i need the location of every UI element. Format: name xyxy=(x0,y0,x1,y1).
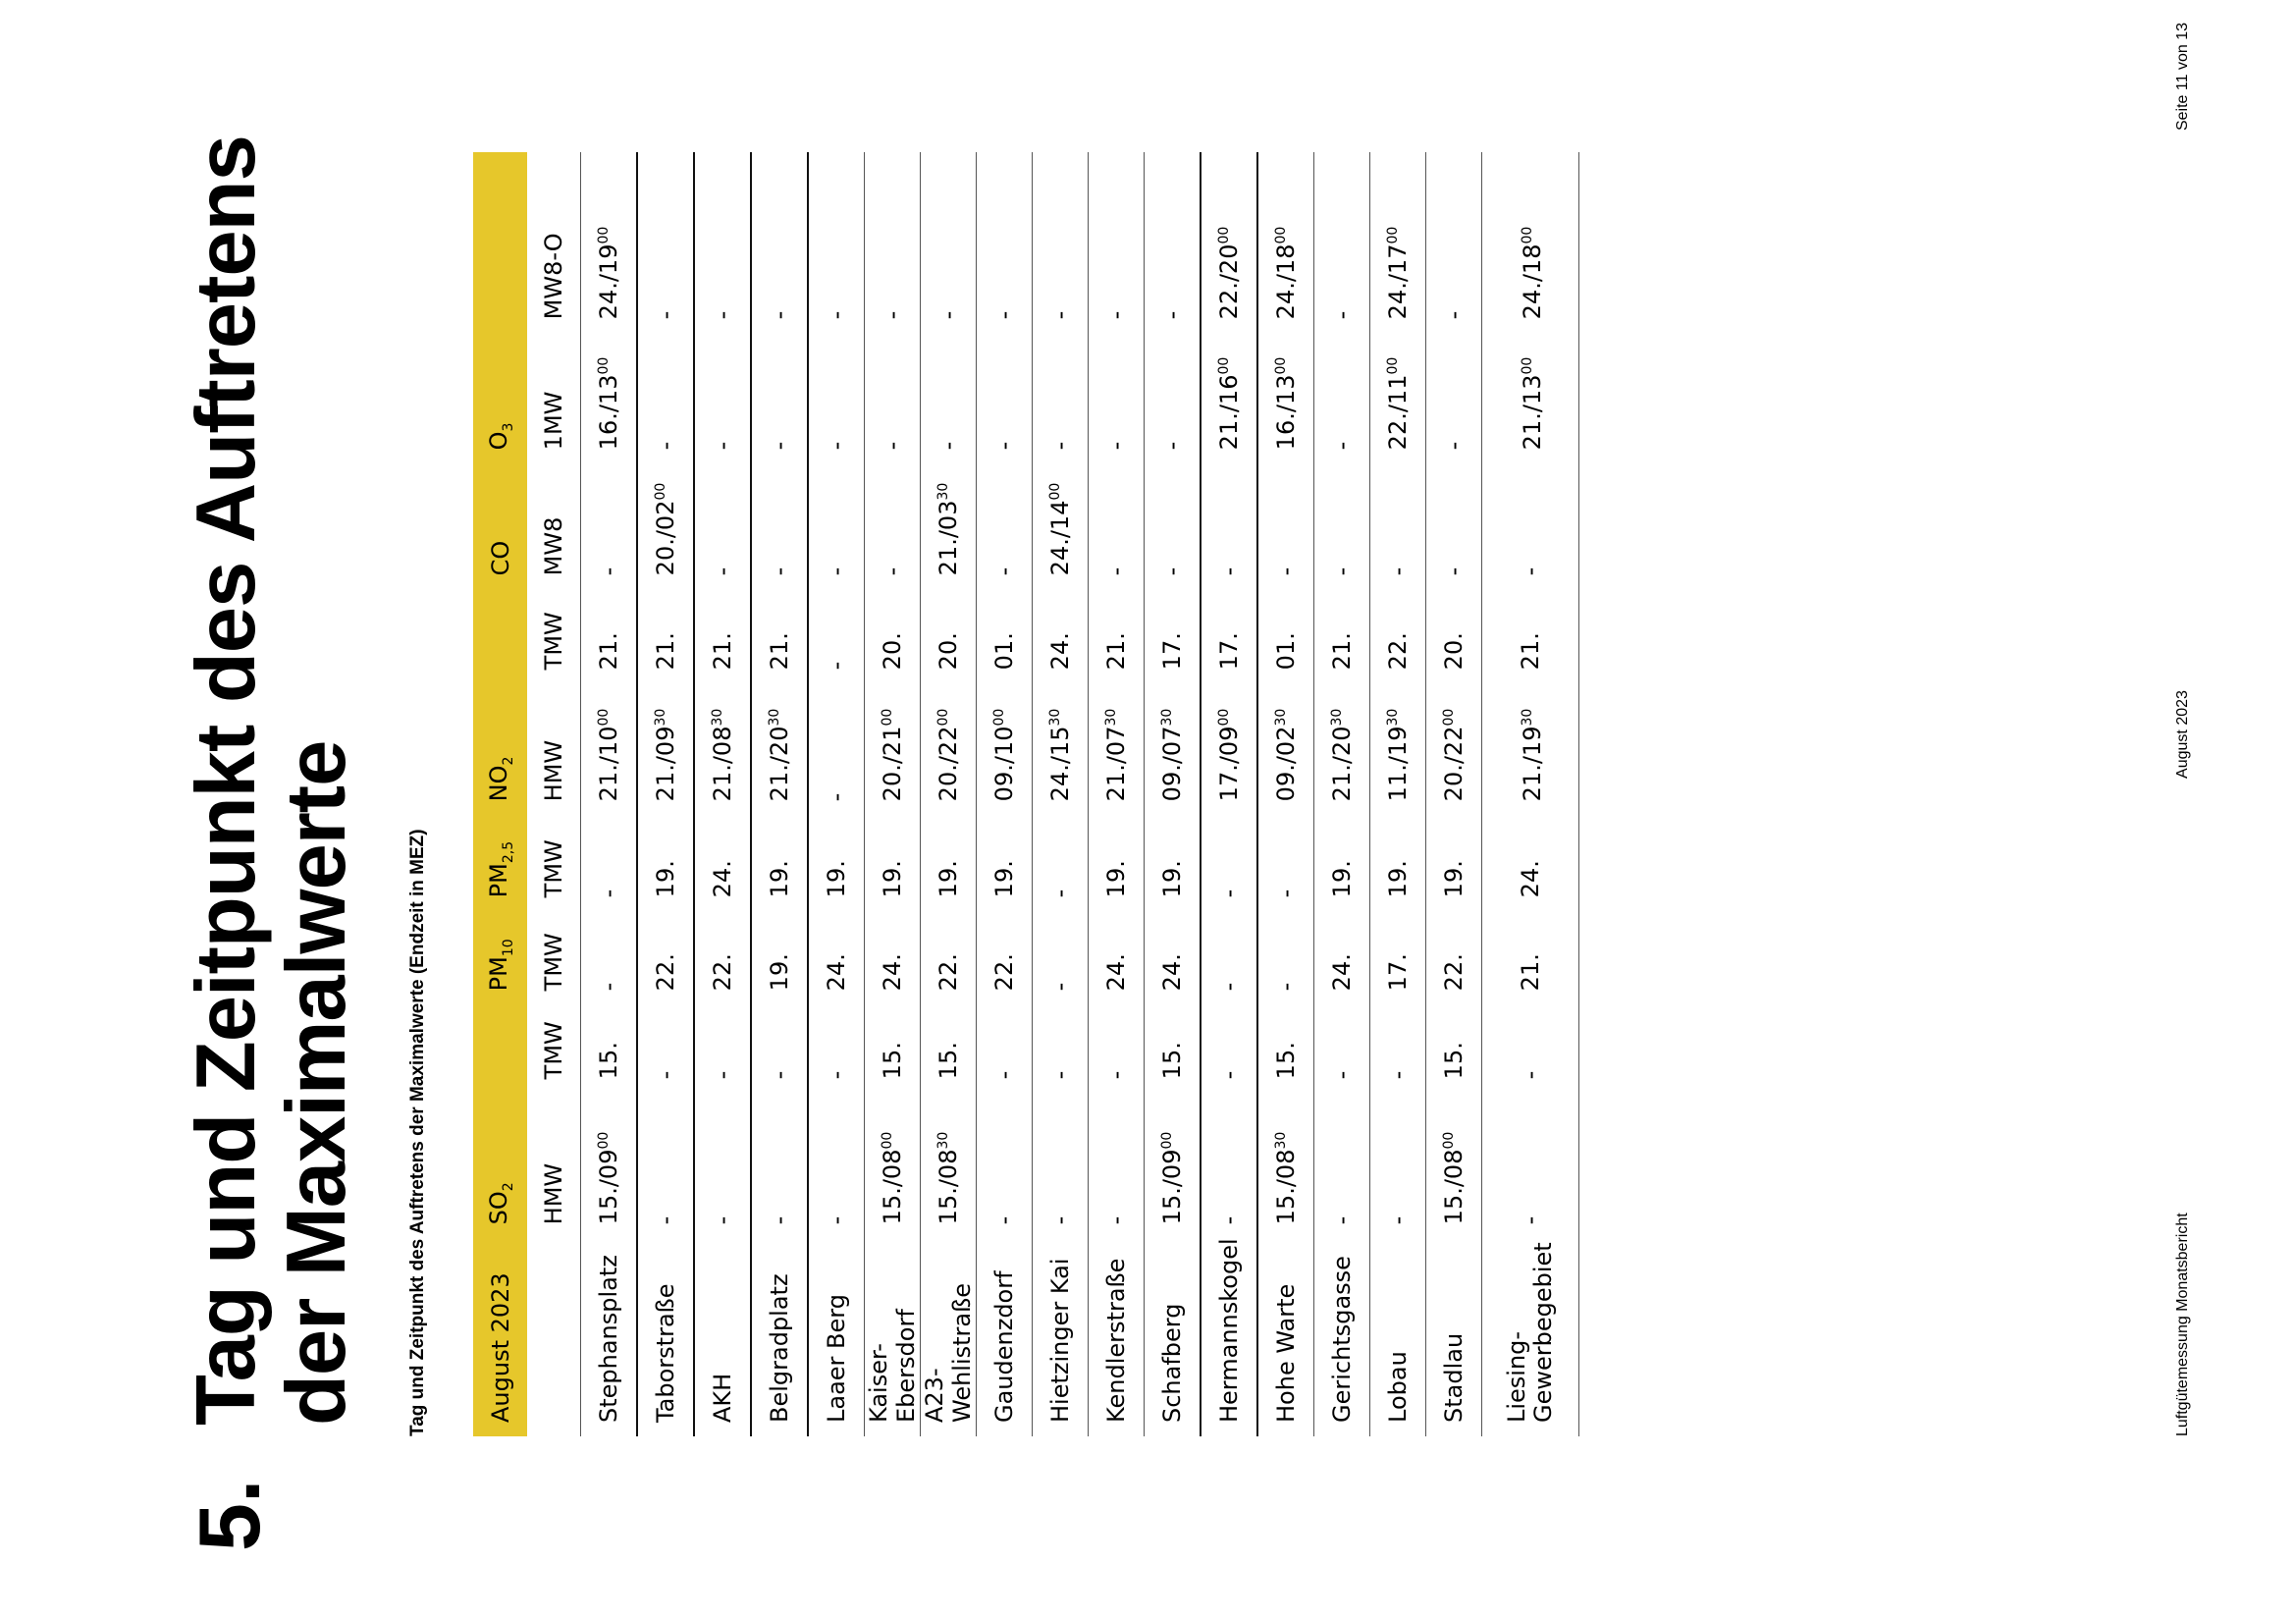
value-cell: - xyxy=(977,152,1033,333)
value-cell: - xyxy=(751,1004,808,1093)
value-cell: $21./10^{00}$ xyxy=(581,683,638,815)
table-row xyxy=(637,152,694,1436)
value-cell: 15. xyxy=(1145,1004,1201,1093)
value-cell: 22. xyxy=(921,911,977,1004)
table-row xyxy=(1257,152,1314,1436)
value-cell: - xyxy=(1033,1004,1089,1093)
value-cell: 21. xyxy=(751,589,808,683)
subheader-cell: TMW xyxy=(527,815,581,911)
table-row xyxy=(865,152,921,1436)
value-cell: - xyxy=(1370,1093,1426,1238)
value-cell: - xyxy=(694,1093,751,1238)
station-name: Stadlau xyxy=(1426,1238,1482,1436)
value-cell: $11./19^{30}$ xyxy=(1370,683,1426,815)
value-cell: - xyxy=(1033,815,1089,911)
value-cell: 22. xyxy=(977,911,1033,1004)
value-cell: - xyxy=(1033,911,1089,1004)
value-cell: - xyxy=(694,463,751,589)
value-cell: - xyxy=(1201,1004,1257,1093)
value-cell: $24./19^{00}$ xyxy=(581,152,638,333)
value-cell: - xyxy=(694,1004,751,1093)
value-cell: 21. xyxy=(637,589,694,683)
value-cell: 24. xyxy=(694,815,751,911)
value-cell: - xyxy=(1370,1004,1426,1093)
value-cell: - xyxy=(977,1004,1033,1093)
value-cell: - xyxy=(808,1093,865,1238)
group-pm25: $PM_{2,5}$ xyxy=(473,815,527,911)
value-cell: - xyxy=(865,463,921,589)
value-cell: - xyxy=(1033,1093,1089,1238)
value-cell: - xyxy=(808,589,865,683)
value-cell: $15./08^{00}$ xyxy=(1426,1093,1482,1238)
value-cell: $24./17^{00}$ xyxy=(1370,152,1426,333)
value-cell: - xyxy=(751,463,808,589)
value-cell: - xyxy=(1145,333,1201,463)
subheader-blank xyxy=(527,1238,581,1436)
value-cell: $20./02^{00}$ xyxy=(637,463,694,589)
value-cell: - xyxy=(1201,1093,1257,1238)
subheader-cell: HMW xyxy=(527,1093,581,1238)
value-cell: - xyxy=(808,333,865,463)
value-cell: 19. xyxy=(751,911,808,1004)
subheader-cell: TMW xyxy=(527,1004,581,1093)
value-cell: 24. xyxy=(1314,911,1370,1004)
footer-left: Luftgütemessung Monatsbericht xyxy=(2174,1213,2191,1436)
value-cell: - xyxy=(977,1093,1033,1238)
value-cell: $15./08^{30}$ xyxy=(1257,1093,1314,1238)
value-cell: - xyxy=(1314,1004,1370,1093)
value-cell: - xyxy=(637,1093,694,1238)
value-cell: - xyxy=(921,333,977,463)
value-cell: 24. xyxy=(808,911,865,1004)
footer-center: August 2023 xyxy=(2174,690,2191,779)
value-cell: - xyxy=(1314,152,1370,333)
station-name: Laaer Berg xyxy=(808,1238,865,1436)
value-cell: - xyxy=(1201,815,1257,911)
station-name: Kendlerstraße xyxy=(1089,1238,1145,1436)
value-cell: 21. xyxy=(1314,589,1370,683)
value-cell: $09./10^{00}$ xyxy=(977,683,1033,815)
value-cell: - xyxy=(1482,1093,1579,1238)
value-cell: - xyxy=(1370,463,1426,589)
value-cell: - xyxy=(808,1004,865,1093)
subheader-cell: TMW xyxy=(527,589,581,683)
value-cell: - xyxy=(1201,463,1257,589)
value-cell: - xyxy=(808,152,865,333)
value-cell: $22./20^{00}$ xyxy=(1201,152,1257,333)
value-cell: - xyxy=(1482,463,1579,589)
value-cell: - xyxy=(865,333,921,463)
value-cell: - xyxy=(637,1004,694,1093)
max-values-table xyxy=(473,152,1579,1436)
group-header-row xyxy=(473,152,527,1436)
value-cell: - xyxy=(1257,463,1314,589)
station-name: Hermannskogel xyxy=(1201,1238,1257,1436)
value-cell: - xyxy=(1089,1093,1145,1238)
section-number: 5. xyxy=(181,1479,278,1551)
station-name: AKH xyxy=(694,1238,751,1436)
value-cell: - xyxy=(1089,1004,1145,1093)
value-cell: 17. xyxy=(1145,589,1201,683)
value-cell: - xyxy=(581,815,638,911)
group-o3: $O_3$ xyxy=(473,152,527,463)
value-cell: 19. xyxy=(637,815,694,911)
table-row xyxy=(1426,152,1482,1436)
station-name: Gaudenzdorf xyxy=(977,1238,1033,1436)
table-row xyxy=(977,152,1033,1436)
value-cell: $15./09^{00}$ xyxy=(1145,1093,1201,1238)
value-cell: 22. xyxy=(1370,589,1426,683)
value-cell: 19. xyxy=(1370,815,1426,911)
value-cell: 15. xyxy=(921,1004,977,1093)
value-cell: 21. xyxy=(581,589,638,683)
value-cell: $15./08^{00}$ xyxy=(865,1093,921,1238)
station-name: Taborstraße xyxy=(637,1238,694,1436)
station-name: Stephansplatz xyxy=(581,1238,638,1436)
value-cell: $15./08^{30}$ xyxy=(921,1093,977,1238)
value-cell: - xyxy=(1257,815,1314,911)
table-row xyxy=(921,152,977,1436)
value-cell: - xyxy=(1314,333,1370,463)
value-cell: - xyxy=(581,463,638,589)
table-row xyxy=(1201,152,1257,1436)
value-cell: - xyxy=(1145,463,1201,589)
value-cell: - xyxy=(1426,463,1482,589)
value-cell: $20./21^{00}$ xyxy=(865,683,921,815)
value-cell: - xyxy=(921,152,977,333)
value-cell: $21./03^{30}$ xyxy=(921,463,977,589)
value-cell: 24. xyxy=(865,911,921,1004)
value-cell: $16./13^{00}$ xyxy=(1257,333,1314,463)
value-cell: $24./18^{00}$ xyxy=(1482,152,1579,333)
value-cell: 19. xyxy=(865,815,921,911)
value-cell: - xyxy=(1482,1004,1579,1093)
value-cell: $22./11^{00}$ xyxy=(1370,333,1426,463)
value-cell: $17./09^{00}$ xyxy=(1201,683,1257,815)
table-row xyxy=(808,152,865,1436)
value-cell: 24. xyxy=(1145,911,1201,1004)
value-cell: 19. xyxy=(1426,815,1482,911)
value-cell: 22. xyxy=(694,911,751,1004)
value-cell: $16./13^{00}$ xyxy=(581,333,638,463)
value-cell: $21./07^{30}$ xyxy=(1089,683,1145,815)
value-cell: - xyxy=(581,911,638,1004)
value-cell: 22. xyxy=(637,911,694,1004)
value-cell: 24. xyxy=(1482,815,1579,911)
subheader-cell: MW8 xyxy=(527,463,581,589)
value-cell: 19. xyxy=(751,815,808,911)
value-cell: - xyxy=(1145,152,1201,333)
value-cell: - xyxy=(751,152,808,333)
value-cell: 21. xyxy=(1482,911,1579,1004)
group-pm10: $PM_{10}$ xyxy=(473,911,527,1004)
value-cell: $20./22^{00}$ xyxy=(1426,683,1482,815)
value-cell: - xyxy=(865,152,921,333)
value-cell: - xyxy=(1257,911,1314,1004)
value-cell: 21. xyxy=(1482,589,1579,683)
table-row xyxy=(1314,152,1370,1436)
value-cell: $21./08^{30}$ xyxy=(694,683,751,815)
value-cell: $21./20^{30}$ xyxy=(751,683,808,815)
subheader-row xyxy=(527,152,581,1436)
value-cell: 17. xyxy=(1370,911,1426,1004)
station-name: Hietzinger Kai xyxy=(1033,1238,1089,1436)
value-cell: $09./02^{30}$ xyxy=(1257,683,1314,815)
subheader-cell: TMW xyxy=(527,911,581,1004)
value-cell: - xyxy=(1314,463,1370,589)
table-row xyxy=(1370,152,1426,1436)
subheader-cell: HMW xyxy=(527,683,581,815)
value-cell: 20. xyxy=(1426,589,1482,683)
table-row xyxy=(751,152,808,1436)
group-no2: $NO_2$ xyxy=(473,589,527,815)
value-cell: - xyxy=(1089,463,1145,589)
station-name: Liesing-Gewerbegebiet xyxy=(1482,1238,1579,1436)
value-cell: - xyxy=(1426,333,1482,463)
footer-right: Seite 11 von 13 xyxy=(2174,23,2191,132)
value-cell: $21./13^{00}$ xyxy=(1482,333,1579,463)
table-row xyxy=(1482,152,1579,1436)
value-cell: 19. xyxy=(921,815,977,911)
value-cell: 19. xyxy=(1314,815,1370,911)
value-cell: - xyxy=(1089,152,1145,333)
station-name: Belgradplatz xyxy=(751,1238,808,1436)
value-cell: - xyxy=(808,683,865,815)
table-row xyxy=(1145,152,1201,1436)
value-cell: $24./15^{30}$ xyxy=(1033,683,1089,815)
value-cell: 21. xyxy=(1089,589,1145,683)
value-cell: 15. xyxy=(865,1004,921,1093)
value-cell: 19. xyxy=(1145,815,1201,911)
value-cell: 15. xyxy=(1257,1004,1314,1093)
group-so2: $SO_2$ xyxy=(473,1004,527,1238)
value-cell: - xyxy=(808,463,865,589)
value-cell: - xyxy=(637,152,694,333)
value-cell: - xyxy=(1201,911,1257,1004)
value-cell: - xyxy=(1089,333,1145,463)
value-cell: - xyxy=(751,1093,808,1238)
table-row xyxy=(1089,152,1145,1436)
value-cell: - xyxy=(1033,152,1089,333)
value-cell: $21./09^{30}$ xyxy=(637,683,694,815)
value-cell: - xyxy=(694,152,751,333)
value-cell: 21. xyxy=(694,589,751,683)
station-name: Hohe Warte xyxy=(1257,1238,1314,1436)
station-name: A23-Wehlistraße xyxy=(921,1238,977,1436)
value-cell: $09./07^{30}$ xyxy=(1145,683,1201,815)
value-cell: 19. xyxy=(1089,815,1145,911)
value-cell: $24./18^{00}$ xyxy=(1257,152,1314,333)
value-cell: 01. xyxy=(1257,589,1314,683)
subheader-cell: 1MW xyxy=(527,333,581,463)
table-row xyxy=(694,152,751,1436)
value-cell: 20. xyxy=(921,589,977,683)
value-cell: 01. xyxy=(977,589,1033,683)
value-cell: 17. xyxy=(1201,589,1257,683)
value-cell: $24./14^{00}$ xyxy=(1033,463,1089,589)
value-cell: $20./22^{00}$ xyxy=(921,683,977,815)
value-cell: $21./16^{00}$ xyxy=(1201,333,1257,463)
section-title: Tag und Zeitpunkt des Auftretens der Maximalwerte xyxy=(180,135,363,1426)
value-cell: 19. xyxy=(977,815,1033,911)
value-cell: 22. xyxy=(1426,911,1482,1004)
value-cell: - xyxy=(1426,152,1482,333)
value-cell: - xyxy=(977,333,1033,463)
value-cell: - xyxy=(977,463,1033,589)
value-cell: 15. xyxy=(1426,1004,1482,1093)
station-name: Schafberg xyxy=(1145,1238,1201,1436)
value-cell: 20. xyxy=(865,589,921,683)
value-cell: $21./20^{30}$ xyxy=(1314,683,1370,815)
header-month: August 2023 xyxy=(473,1238,527,1436)
group-co: CO xyxy=(473,463,527,589)
value-cell: 19. xyxy=(808,815,865,911)
station-name: Lobau xyxy=(1370,1238,1426,1436)
value-cell: - xyxy=(637,333,694,463)
value-cell: $15./09^{00}$ xyxy=(581,1093,638,1238)
table-row xyxy=(1033,152,1089,1436)
value-cell: $21./19^{30}$ xyxy=(1482,683,1579,815)
station-name: Kaiser-Ebersdorf xyxy=(865,1238,921,1436)
value-cell: - xyxy=(1033,333,1089,463)
table-caption: Tag und Zeitpunkt des Auftretens der Maximalwerte (Endzeit in MEZ) xyxy=(407,829,428,1436)
value-cell: - xyxy=(1314,1093,1370,1238)
value-cell: 24. xyxy=(1033,589,1089,683)
table-row xyxy=(581,152,638,1436)
value-cell: - xyxy=(751,333,808,463)
value-cell: - xyxy=(694,333,751,463)
station-name: Gerichtsgasse xyxy=(1314,1238,1370,1436)
value-cell: 24. xyxy=(1089,911,1145,1004)
subheader-cell: MW8-O xyxy=(527,152,581,333)
value-cell: 15. xyxy=(581,1004,638,1093)
